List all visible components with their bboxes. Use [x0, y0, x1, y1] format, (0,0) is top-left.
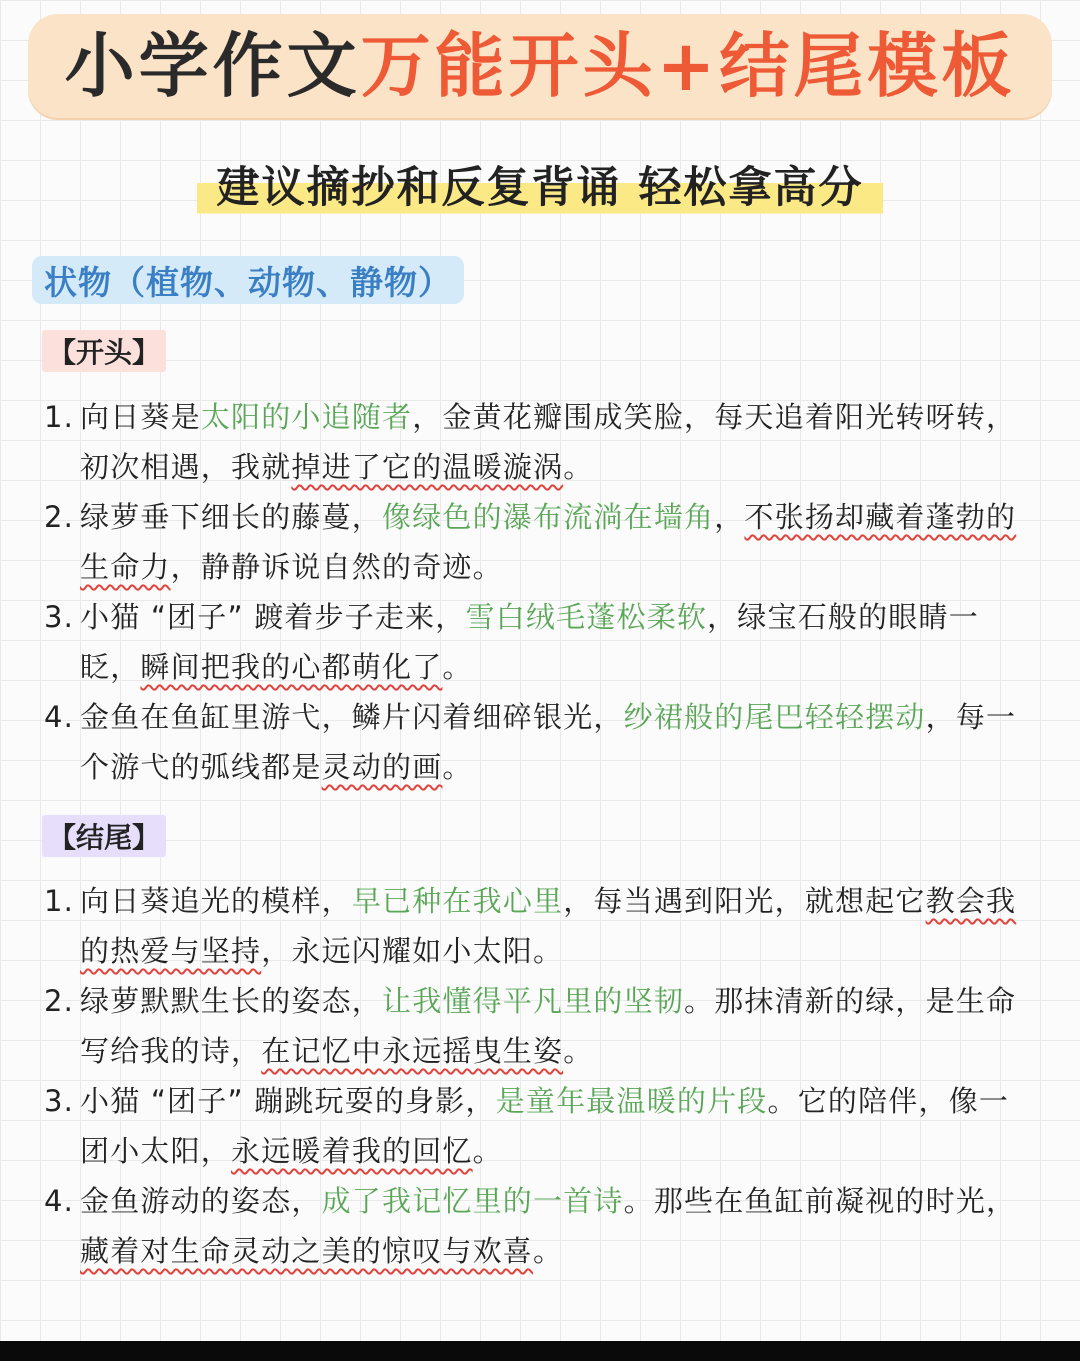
item-text: 。	[563, 1034, 594, 1068]
item-text: 。那些在鱼缸前凝视的时光，	[623, 1184, 1017, 1218]
item-text: ，绿宝石般的眼睛一眨，	[80, 600, 979, 684]
item-text: 小猫 “团子” 踱着步子走来，	[80, 600, 466, 634]
list-item	[0, 392, 1080, 492]
highlight-phrase: 纱裙般的尾巴轻轻摆动	[623, 700, 926, 734]
item-text: ，金黄花瓣围成笑脸，每天追着阳光转呀转，初次相遇，我就	[80, 400, 1017, 484]
item-number: 3.	[44, 1084, 75, 1118]
underlined-phrase: 灵动的画	[321, 750, 443, 784]
item-text: 。	[442, 750, 473, 784]
highlight-phrase: 雪白绒毛蓬松柔软	[465, 600, 708, 634]
item-number: 1.	[44, 884, 75, 918]
item-number: 1.	[44, 400, 75, 434]
list-item	[0, 1076, 1080, 1176]
closing-list	[0, 876, 1080, 1276]
item-text: 。	[472, 1134, 503, 1168]
item-text: 金鱼在鱼缸里游弋，鳞片闪着细碎银光，	[80, 700, 624, 734]
page-title	[64, 25, 1016, 107]
list-item	[0, 1176, 1080, 1276]
item-text: 。	[533, 1234, 564, 1268]
item-text: ，每一个游弋的弧线都是	[80, 700, 1017, 784]
subtitle-row	[0, 150, 1080, 219]
item-number: 4.	[44, 1184, 75, 1218]
item-text: ，永远闪耀如小太阳。	[261, 934, 564, 968]
item-text: 绿萝垂下细长的藤蔓，	[80, 500, 383, 534]
item-number: 3.	[44, 600, 75, 634]
item-number: 4.	[44, 700, 75, 734]
item-text: 。	[563, 450, 594, 484]
item-text: 金鱼游动的姿态，	[80, 1184, 322, 1218]
underlined-phrase: 永远暖着我的回忆	[231, 1134, 473, 1168]
bottom-bar	[0, 1341, 1080, 1361]
section-heading: 状物（植物、动物、静物）	[32, 256, 464, 304]
underlined-phrase: 不张扬却藏着蓬勃的生命力	[80, 500, 1017, 584]
item-text: 向日葵是	[80, 400, 201, 434]
list-item	[0, 492, 1080, 592]
item-number: 2.	[44, 984, 75, 1018]
list-item	[0, 976, 1080, 1076]
item-text: 。	[442, 650, 473, 684]
title-part-dark: 小学作文	[64, 25, 361, 107]
closing-label: 【结尾】	[42, 815, 166, 857]
item-text: 绿萝默默生长的姿态，	[80, 984, 383, 1018]
item-text: 向日葵追光的模样，	[80, 884, 352, 918]
highlight-phrase: 是童年最温暖的片段	[495, 1084, 768, 1118]
underlined-phrase: 瞬间把我的心都萌化了	[140, 650, 443, 684]
list-item	[0, 592, 1080, 692]
item-text: 。它的陪伴，像一团小太阳，	[80, 1084, 1010, 1168]
title-banner	[28, 14, 1052, 118]
item-text: 小猫 “团子” 蹦跳玩耍的身影，	[80, 1084, 496, 1118]
list-item	[0, 876, 1080, 976]
highlight-phrase: 像绿色的瀑布流淌在墙角	[382, 500, 715, 534]
highlight-phrase: 早已种在我心里	[351, 884, 564, 918]
subtitle: 建议摘抄和反复背诵 轻松拿高分	[197, 150, 884, 219]
underlined-phrase: 教会我的热爱与坚持	[80, 884, 1017, 968]
highlight-phrase: 成了我记忆里的一首诗	[321, 1184, 624, 1218]
item-text: ，	[714, 500, 745, 534]
item-text: ，每当遇到阳光，就想起它	[563, 884, 926, 918]
underlined-phrase: 掉进了它的温暖漩涡	[291, 450, 564, 484]
item-text: ，静静诉说自然的奇迹。	[170, 550, 503, 584]
underlined-phrase: 藏着对生命灵动之美的惊叹与欢喜	[80, 1234, 534, 1268]
list-item	[0, 692, 1080, 792]
title-part-accent: 万能开头+结尾模板	[360, 25, 1016, 107]
item-number: 2.	[44, 500, 75, 534]
highlight-phrase: 太阳的小追随者	[200, 400, 413, 434]
underlined-phrase: 在记忆中永远摇曳生姿	[261, 1034, 564, 1068]
item-text: 。那抹清新的绿，是生命写给我的诗，	[80, 984, 1017, 1068]
opening-list	[0, 392, 1080, 792]
opening-label: 【开头】	[42, 330, 166, 372]
highlight-phrase: 让我懂得平凡里的坚韧	[382, 984, 685, 1018]
